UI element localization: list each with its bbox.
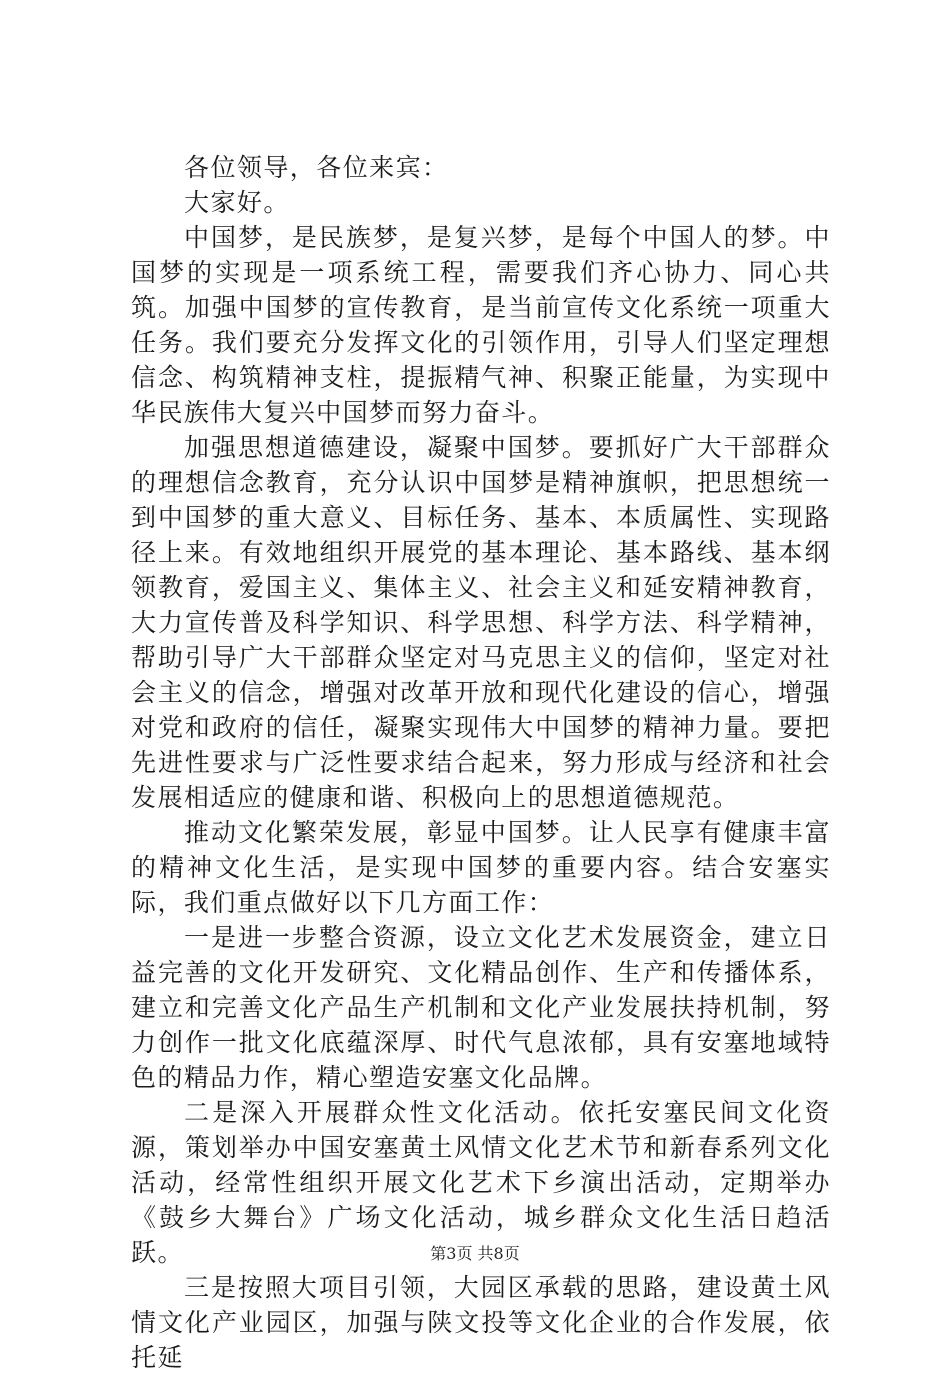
paragraph-intro: 中国梦，是民族梦，是复兴梦，是每个中国人的梦。中国梦的实现是一项系统工程，需要我们齐心协力、同心共筑。加强中国梦的宣传教育，是当前宣传文化系统一项重大任务。我们要充分发挥文化的引领作用，引导人们坚定理想信念、构筑精神支柱，提振精气神、积聚正能量，为实现中华民族伟大复兴中国梦而努力奋斗。 [131,223,831,427]
paragraph-point-two: 二是深入开展群众性文化活动。依托安塞民间文化资源，策划举办中国安塞黄土风情文化艺术节和新春系列文化活动，经常性组织开展文化艺术下乡演出活动，定期举办《鼓乡大舞台》广场文化活动，城乡群众文化生活日趋活跃。 [131,1098,831,1267]
document-body [131,150,831,1375]
paragraph-point-three: 三是按照大项目引领，大园区承载的思路，建设黄土风情文化产业园区，加强与陕文投等文化企业的合作发展，依托延 [131,1273,831,1372]
page-number-footer: 第3页 共8页 [430,1244,520,1263]
paragraph-moral-construction: 加强思想道德建设，凝聚中国梦。要抓好广大干部群众的理想信念教育，充分认识中国梦是精神旗帜，把思想统一到中国梦的重大意义、目标任务、基本、本质属性、实现路径上来。有效地组织开展党的基本理论、基本路线、基本纲领教育，爱国主义、集体主义、社会主义和延安精神教育，大力宣传普及科学知识、科学思想、科学方法、科学精神，帮助引导广大干部群众坚定对马克思主义的信仰，坚定对社会主义的信念，增强对改革开放和现代化建设的信心，增强对党和政府的信任，凝聚实现伟大中国梦的精神力量。要把先进性要求与广泛性要求结合起来，努力形成与经济和社会发展相适应的健康和谐、积极向上的思想道德规范。 [131,433,831,812]
paragraph-cultural-development: 推动文化繁荣发展，彰显中国梦。让人民享有健康丰富的精神文化生活，是实现中国梦的重要内容。结合安塞实际，我们重点做好以下几方面工作： [131,818,831,917]
salutation: 各位领导，各位来宾： [184,153,449,182]
paragraph-point-one: 一是进一步整合资源，设立文化艺术发展资金，建立日益完善的文化开发研究、文化精品创作、生产和传播体系，建立和完善文化产品生产机制和文化产业发展扶持机制，努力创作一批文化底蕴深厚、时代气息浓郁，具有安塞地域特色的精品力作，精心塑造安塞文化品牌。 [131,923,831,1092]
greeting: 大家好。 [184,188,290,217]
